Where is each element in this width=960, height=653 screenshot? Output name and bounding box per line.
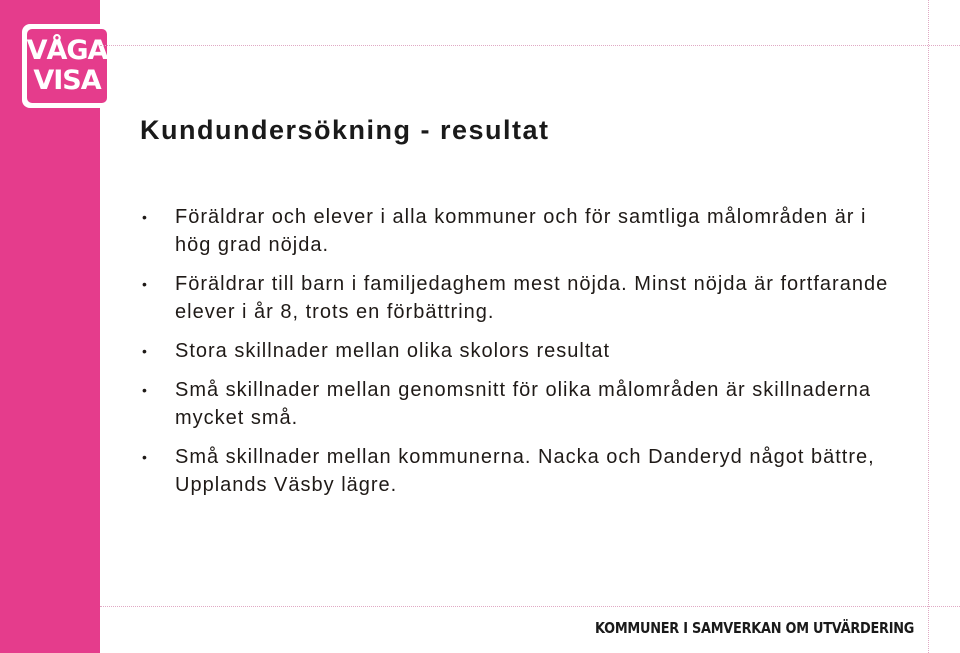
dotted-divider-bottom [100,606,960,607]
bullet-icon: • [142,449,148,465]
bullet-text: Föräldrar och elever i alla kommuner och för samtliga målområden är i hög grad nöjda. [175,206,867,256]
slide-title: Kundundersökning - resultat [140,115,550,145]
bullet-list [140,203,900,510]
bullet-item [140,270,900,326]
logo-line-1: VÅGA [26,35,108,66]
bullet-item [140,376,900,432]
bullet-icon: • [142,382,148,398]
dotted-divider-vertical [928,0,929,653]
bullet-item [140,337,900,365]
bullet-icon: • [142,276,148,292]
bullet-item [140,443,900,499]
logo-badge [27,29,107,103]
dotted-divider-top [100,45,960,46]
bullet-icon: • [142,343,148,359]
footer-organization: KOMMUNER I SAMVERKAN OM UTVÄRDERING [594,619,914,637]
vaga-visa-logo [22,24,112,108]
bullet-text: Små skillnader mellan genomsnitt för olika målområden är skillnaderna mycket små. [175,379,871,429]
logo-line-2: VISA [33,65,101,96]
bullet-text: Stora skillnader mellan olika skolors resultat [175,340,611,362]
bullet-item [140,203,900,259]
bullet-text: Små skillnader mellan kommunerna. Nacka och Danderyd något bättre, Upplands Väsby lägre. [175,446,875,496]
bullet-icon: • [142,209,148,225]
bullet-text: Föräldrar till barn i familjedaghem mest nöjda. Minst nöjda är fortfarande elever i år 8, trots en förbättring. [175,273,889,323]
